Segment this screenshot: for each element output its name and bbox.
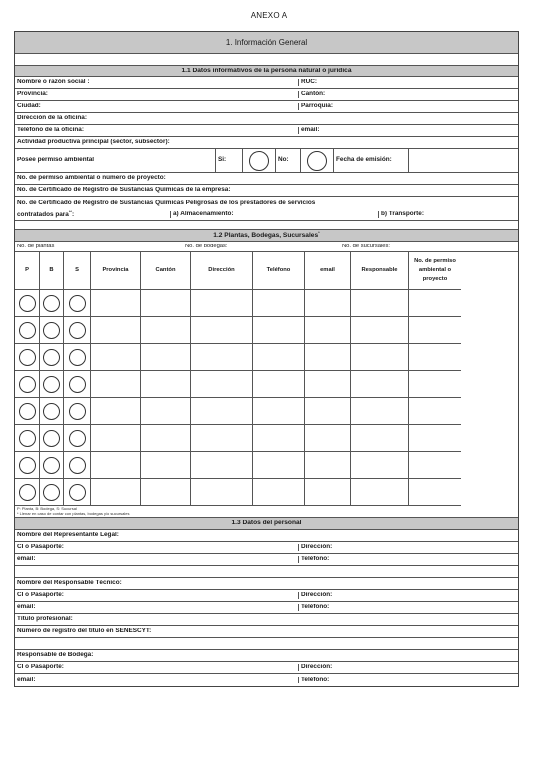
warehouse-id-field[interactable]: [15, 664, 298, 670]
storage-label: a) Almacenamiento:: [173, 211, 234, 218]
table-cell[interactable]: [91, 452, 141, 479]
table-cell[interactable]: [64, 479, 91, 506]
table-cell[interactable]: [191, 425, 253, 452]
table-cell[interactable]: [15, 317, 40, 344]
legal-rep-field[interactable]: [15, 532, 518, 538]
hazardous-footnote-mark: **: [68, 210, 72, 215]
section-1-title: 1. Información General: [225, 38, 308, 47]
column-header-provincia: Provincia: [91, 252, 141, 290]
table-cell[interactable]: [253, 290, 305, 317]
table-cell[interactable]: [253, 398, 305, 425]
warehouse-email-row: [15, 674, 518, 686]
legal-rep-address-label: Dirección:: [301, 544, 333, 551]
table-cell[interactable]: [15, 452, 40, 479]
table-cell[interactable]: [191, 452, 253, 479]
prof-title-row: [15, 614, 518, 626]
tech-label: Nombre del Responsable Técnico:: [17, 580, 122, 587]
annex-title: ANEXO A: [250, 11, 288, 20]
table-cell[interactable]: [64, 344, 91, 371]
senescyt-label: Número de registro del título en SENESCYT:: [17, 628, 152, 635]
table-cell[interactable]: [409, 371, 461, 398]
section-1-1-title: 1.1 Datos informativos de la persona natural o jurídica: [181, 67, 352, 74]
office-phone-label: Teléfono de la oficina:: [17, 127, 84, 134]
tech-phone-field[interactable]: [298, 604, 518, 610]
table-cell[interactable]: [191, 371, 253, 398]
hazardous-colon: :: [71, 211, 75, 219]
section-1-2-title: 1.2 Plantas, Bodegas, Sucursales: [213, 232, 319, 240]
plants-label: No. de plantas: [17, 243, 55, 249]
certificate-row: [15, 185, 518, 197]
tech-id-field[interactable]: [15, 592, 298, 598]
prof-title-label: Título profesional:: [17, 616, 73, 623]
warehouse-email-field[interactable]: [15, 677, 298, 683]
table-cell[interactable]: [191, 317, 253, 344]
warehouse-resp-field[interactable]: [15, 652, 518, 658]
table-cell[interactable]: [351, 344, 409, 371]
bodega-checkbox-circle[interactable]: [43, 295, 60, 312]
table-cell[interactable]: [141, 398, 191, 425]
table-cell[interactable]: [351, 425, 409, 452]
section-1-3-title: 1.3 Datos del personal: [231, 520, 302, 527]
table-cell[interactable]: [253, 452, 305, 479]
table-cell[interactable]: [141, 479, 191, 506]
province-canton-row: [15, 89, 518, 101]
table-cell[interactable]: [409, 479, 461, 506]
column-header-responsable: Responsable: [351, 252, 409, 290]
table-cell[interactable]: [351, 398, 409, 425]
city-parish-row: [15, 101, 518, 113]
bodega-checkbox-circle[interactable]: [43, 376, 60, 393]
tech-id-label: CI o Pasaporte:: [17, 592, 64, 599]
table-cell[interactable]: [91, 479, 141, 506]
sucursal-checkbox-circle[interactable]: [69, 376, 86, 393]
sucursal-checkbox-circle[interactable]: [69, 295, 86, 312]
table-cell[interactable]: [305, 371, 351, 398]
table-cell[interactable]: [64, 398, 91, 425]
tech-email-row: [15, 602, 518, 614]
no-radio-circle[interactable]: [307, 151, 327, 171]
bodega-checkbox-circle[interactable]: [43, 403, 60, 420]
column-header-telefono: Teléfono: [253, 252, 305, 290]
column-header-email: email: [305, 252, 351, 290]
ruc-field[interactable]: [298, 79, 518, 85]
canton-field[interactable]: [298, 91, 518, 97]
table-cell[interactable]: [305, 452, 351, 479]
table-cell[interactable]: [64, 425, 91, 452]
plants-field[interactable]: [15, 244, 183, 250]
office-phone-field[interactable]: [15, 127, 298, 133]
general-information-form: [14, 31, 519, 687]
branches-label: No. de sucursales:: [342, 243, 391, 249]
table-cell[interactable]: [141, 371, 191, 398]
office-address-row: [15, 113, 518, 125]
table-cell[interactable]: [351, 371, 409, 398]
tech-address-label: Dirección:: [301, 592, 333, 599]
table-cell[interactable]: [191, 344, 253, 371]
table-cell[interactable]: [91, 344, 141, 371]
hazardous-label-1: No. de Certificado de Registro de Sustancias Químicas Peligrosas de los prestadores de servicios: [17, 199, 316, 206]
permit-row: [15, 149, 518, 173]
table-cell[interactable]: [91, 290, 141, 317]
legal-rep-id-field[interactable]: [15, 544, 298, 550]
office-email-label: email:: [301, 127, 320, 134]
ruc-label: RUC:: [301, 79, 317, 86]
permit-number-row: [15, 173, 518, 185]
office-email-field[interactable]: [298, 127, 518, 133]
table-cell[interactable]: [64, 317, 91, 344]
bodega-checkbox-circle[interactable]: [43, 349, 60, 366]
table-cell[interactable]: [409, 317, 461, 344]
canton-label: Cantón:: [301, 91, 326, 98]
bodega-checkbox-circle[interactable]: [43, 322, 60, 339]
table-cell[interactable]: [141, 317, 191, 344]
section-1-2-title-cell: [211, 231, 321, 240]
name-label: Nombre o razón social :: [17, 79, 90, 86]
legal-rep-address-field[interactable]: [298, 544, 518, 550]
yes-radio-circle[interactable]: [249, 151, 269, 171]
sucursal-checkbox-circle[interactable]: [69, 457, 86, 474]
table-cell[interactable]: [305, 398, 351, 425]
sucursal-checkbox-circle[interactable]: [69, 349, 86, 366]
parish-label: Parroquia:: [301, 103, 333, 110]
table-cell[interactable]: [40, 344, 64, 371]
hazardous-row-1: [15, 197, 518, 209]
table-cell[interactable]: [40, 371, 64, 398]
table-cell[interactable]: [91, 317, 141, 344]
planta-checkbox-circle[interactable]: [19, 484, 36, 501]
prof-title-field[interactable]: [15, 616, 518, 622]
table-cell[interactable]: [141, 425, 191, 452]
spacer-row: [15, 638, 518, 650]
office-address-label: Dirección de la oficina:: [17, 115, 87, 122]
table-cell[interactable]: [253, 317, 305, 344]
table-note-1: P: Planta, B: Bodega, S: Sucursal: [17, 506, 77, 511]
table-cell[interactable]: [409, 290, 461, 317]
senescyt-field[interactable]: [15, 628, 518, 634]
table-cell[interactable]: [15, 479, 40, 506]
sucursal-checkbox-circle[interactable]: [69, 403, 86, 420]
issue-date-label: Fecha de emisión:: [333, 149, 408, 173]
warehouse-resp-label: Responsable de Bodega:: [17, 652, 94, 659]
planta-checkbox-circle[interactable]: [19, 430, 36, 447]
legal-rep-phone-field[interactable]: [298, 556, 518, 562]
legal-rep-email-field[interactable]: [15, 556, 298, 562]
parish-field[interactable]: [298, 103, 518, 109]
legal-rep-id-label: CI o Pasaporte:: [17, 544, 64, 551]
table-cell[interactable]: [253, 425, 305, 452]
tech-row: [15, 578, 518, 590]
activity-label: Actividad productiva principal (sector, subsector):: [17, 139, 170, 146]
legal-rep-row: [15, 530, 518, 542]
tech-field[interactable]: [15, 580, 518, 586]
province-label: Provincia:: [17, 91, 48, 98]
planta-checkbox-circle[interactable]: [19, 403, 36, 420]
warehouse-address-field[interactable]: [298, 664, 518, 670]
column-header-b: B: [40, 252, 64, 290]
bodega-checkbox-circle[interactable]: [43, 457, 60, 474]
section-1-header: [15, 32, 518, 54]
warehouses-field[interactable]: [183, 244, 340, 250]
facilities-table: [15, 252, 518, 506]
office-address-field[interactable]: [15, 115, 518, 121]
table-cell[interactable]: [91, 371, 141, 398]
table-cell[interactable]: [91, 398, 141, 425]
storage-field[interactable]: [170, 211, 378, 217]
table-cell[interactable]: [409, 344, 461, 371]
table-cell[interactable]: [253, 371, 305, 398]
yes-label: Si:: [215, 149, 242, 173]
table-cell[interactable]: [15, 425, 40, 452]
planta-checkbox-circle[interactable]: [19, 349, 36, 366]
warehouse-address-label: Dirección:: [301, 664, 333, 671]
table-cell[interactable]: [305, 290, 351, 317]
counts-row: [15, 242, 518, 252]
spacer-row: [15, 221, 518, 230]
table-cell[interactable]: [351, 452, 409, 479]
transport-label: b) Transporte:: [381, 211, 424, 218]
planta-checkbox-circle[interactable]: [19, 376, 36, 393]
section-1-2-title-mark: *: [318, 231, 320, 236]
table-cell[interactable]: [15, 344, 40, 371]
permit-yes-option[interactable]: [242, 149, 275, 173]
column-header-direccion: Dirección: [191, 252, 253, 290]
spacer-row: [15, 566, 518, 578]
table-cell[interactable]: [253, 344, 305, 371]
certificate-label: No. de Certificado de Registro de Sustancias Químicas de la empresa:: [17, 187, 231, 194]
planta-checkbox-circle[interactable]: [19, 322, 36, 339]
table-cell[interactable]: [64, 371, 91, 398]
province-field[interactable]: [15, 91, 298, 97]
table-cell[interactable]: [253, 479, 305, 506]
hazardous-label-2-cell: [15, 210, 170, 219]
warehouse-id-row: [15, 662, 518, 674]
section-1-1-header: [15, 66, 518, 77]
legal-rep-email-label: email:: [17, 556, 36, 563]
activity-field[interactable]: [15, 139, 518, 145]
table-cell[interactable]: [305, 479, 351, 506]
legal-rep-label: Nombre del Representante Legal:: [17, 532, 119, 539]
table-note-2: * Llenar en caso de contar con plantas, bodegas y/o sucursales: [15, 511, 518, 518]
issue-date-field[interactable]: [408, 149, 518, 173]
table-cell[interactable]: [40, 425, 64, 452]
table-cell[interactable]: [141, 290, 191, 317]
sucursal-checkbox-circle[interactable]: [69, 430, 86, 447]
table-cell[interactable]: [191, 479, 253, 506]
legal-rep-id-row: [15, 542, 518, 554]
table-cell[interactable]: [351, 317, 409, 344]
table-cell[interactable]: [40, 317, 64, 344]
section-1-3-header: [15, 518, 518, 530]
table-cell[interactable]: [409, 398, 461, 425]
bodega-checkbox-circle[interactable]: [43, 484, 60, 501]
warehouse-resp-row: [15, 650, 518, 662]
senescyt-row: [15, 626, 518, 638]
table-cell[interactable]: [40, 452, 64, 479]
branches-field[interactable]: [340, 244, 518, 250]
table-cell[interactable]: [141, 344, 191, 371]
table-cell[interactable]: [305, 425, 351, 452]
column-header-no-de-permiso-ambiental-o-proyecto: No. de permiso ambiental o proyecto: [409, 252, 461, 290]
office-phone-row: [15, 125, 518, 137]
city-field[interactable]: [15, 103, 298, 109]
name-field[interactable]: [15, 79, 298, 85]
tech-email-label: email:: [17, 604, 36, 611]
table-cell[interactable]: [40, 290, 64, 317]
certificate-field[interactable]: [15, 187, 518, 193]
no-label: No:: [275, 149, 300, 173]
column-header-canton: Cantón: [141, 252, 191, 290]
table-cell[interactable]: [64, 290, 91, 317]
warehouse-id-label: CI o Pasaporte:: [17, 664, 64, 671]
legal-rep-email-row: [15, 554, 518, 566]
tech-address-field[interactable]: [298, 592, 518, 598]
planta-checkbox-circle[interactable]: [19, 295, 36, 312]
table-cell[interactable]: [305, 344, 351, 371]
table-cell[interactable]: [15, 371, 40, 398]
hazardous-row-2: [15, 209, 518, 221]
hazardous-label-2: contratados para: [17, 211, 69, 219]
permit-no-option[interactable]: [300, 149, 333, 173]
name-ruc-row: [15, 77, 518, 89]
column-header-s: S: [64, 252, 91, 290]
table-cell[interactable]: [351, 479, 409, 506]
tech-phone-label: Teléfono:: [301, 604, 330, 611]
table-cell[interactable]: [191, 398, 253, 425]
table-cell[interactable]: [15, 398, 40, 425]
tech-email-field[interactable]: [15, 604, 298, 610]
spacer-row: [15, 54, 518, 66]
bodega-checkbox-circle[interactable]: [43, 430, 60, 447]
warehouses-label: No. de bodegas:: [185, 243, 228, 249]
table-cell[interactable]: [40, 398, 64, 425]
table-cell[interactable]: [64, 452, 91, 479]
legal-rep-phone-label: Teléfono:: [301, 556, 330, 563]
sucursal-checkbox-circle[interactable]: [69, 484, 86, 501]
sucursal-checkbox-circle[interactable]: [69, 322, 86, 339]
planta-checkbox-circle[interactable]: [19, 457, 36, 474]
table-cell[interactable]: [40, 479, 64, 506]
table-cell[interactable]: [305, 317, 351, 344]
table-cell[interactable]: [15, 290, 40, 317]
city-label: Ciudad:: [17, 103, 41, 110]
table-cell[interactable]: [351, 290, 409, 317]
warehouse-email-label: email:: [17, 676, 36, 683]
warehouse-phone-label: Teléfono:: [301, 676, 330, 683]
table-cell[interactable]: [141, 452, 191, 479]
table-cell[interactable]: [191, 290, 253, 317]
activity-row: [15, 137, 518, 149]
permit-number-field[interactable]: [15, 175, 518, 181]
permit-number-label: No. de permiso ambiental o número de proyecto:: [17, 175, 166, 182]
table-cell[interactable]: [409, 425, 461, 452]
tech-id-row: [15, 590, 518, 602]
warehouse-phone-field[interactable]: [298, 677, 518, 683]
transport-field[interactable]: [378, 211, 518, 217]
column-header-p: P: [15, 252, 40, 290]
permit-label: Posee permiso ambiental: [17, 157, 95, 164]
section-1-2-header: [15, 230, 518, 242]
table-cell[interactable]: [91, 425, 141, 452]
table-cell[interactable]: [409, 452, 461, 479]
